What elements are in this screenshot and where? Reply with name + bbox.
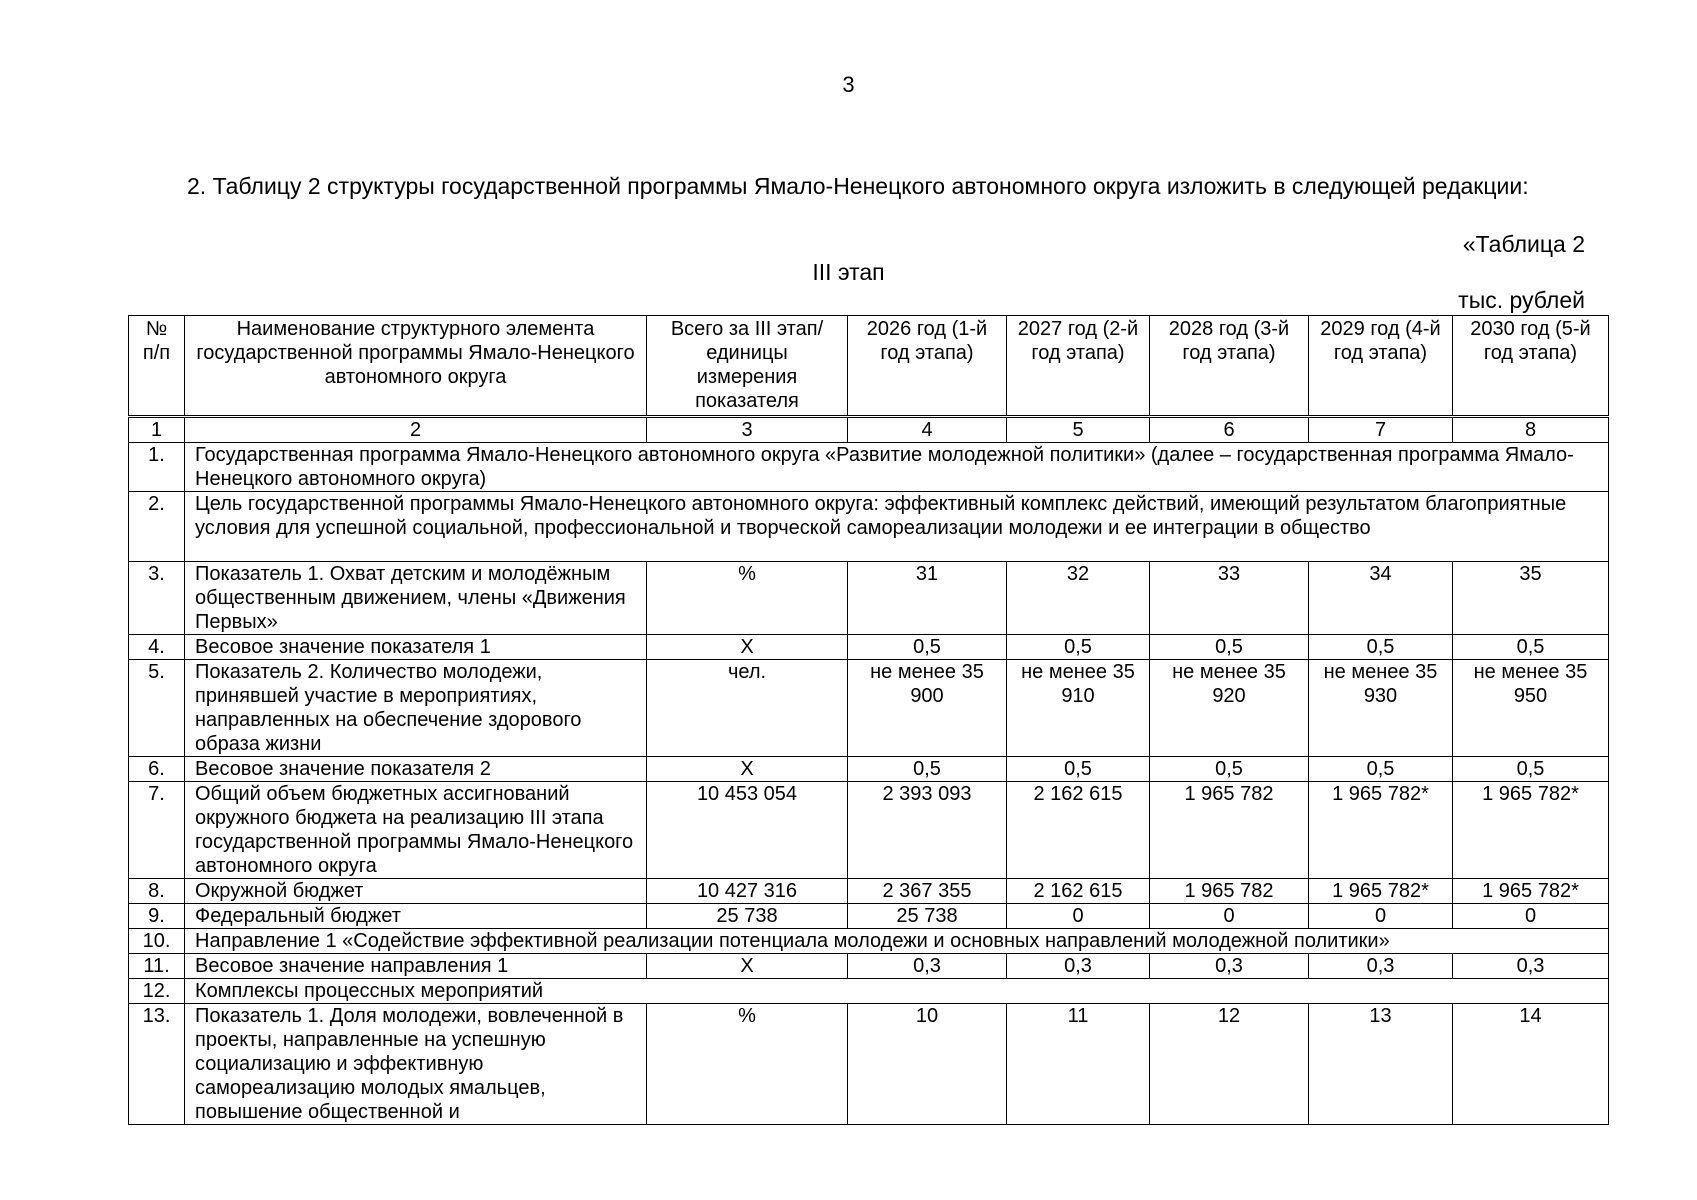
- header-cell: Всего за III этап/ единицы измерения показателя: [647, 316, 848, 417]
- row-total: Х: [647, 635, 848, 660]
- row-value-2028: 0,5: [1150, 635, 1309, 660]
- row-value-2026: 0,3: [848, 954, 1007, 979]
- row-total: Х: [647, 757, 848, 782]
- table-row: [129, 635, 1609, 660]
- row-name: Показатель 2. Количество молодежи, принявшей участие в мероприятиях, направленных на обеспечение здорового образа жизни: [185, 660, 647, 757]
- row-number: 9.: [129, 904, 185, 929]
- table-row: [129, 1004, 1609, 1125]
- row-value-2030: 0,5: [1453, 635, 1609, 660]
- header-cell: 2027 год (2-й год этапа): [1007, 316, 1150, 417]
- table-row: [129, 443, 1609, 492]
- row-name: Окружной бюджет: [185, 879, 647, 904]
- row-name: Весовое значение показателя 2: [185, 757, 647, 782]
- table-row: [129, 904, 1609, 929]
- table-row: [129, 562, 1609, 635]
- row-value-2027: 0: [1007, 904, 1150, 929]
- row-total: 10 453 054: [647, 782, 848, 879]
- row-value-2029: 0,5: [1309, 757, 1453, 782]
- row-value-2030: 0,3: [1453, 954, 1609, 979]
- row-value-2029: 1 965 782*: [1309, 782, 1453, 879]
- row-value-2027: 32: [1007, 562, 1150, 635]
- row-value-2029: не менее 35 930: [1309, 660, 1453, 757]
- row-number: 1.: [129, 443, 185, 492]
- row-value-2030: не менее 35 950: [1453, 660, 1609, 757]
- row-value-2026: 31: [848, 562, 1007, 635]
- column-number: 6: [1150, 417, 1309, 443]
- row-name: Федеральный бюджет: [185, 904, 647, 929]
- column-number: 4: [848, 417, 1007, 443]
- row-value-2027: 2 162 615: [1007, 782, 1150, 879]
- row-value-2028: 12: [1150, 1004, 1309, 1125]
- row-number: 3.: [129, 562, 185, 635]
- table-row: [129, 879, 1609, 904]
- row-total: 10 427 316: [647, 879, 848, 904]
- row-value-2028: 0,3: [1150, 954, 1309, 979]
- row-name: Общий объем бюджетных ассигнований окружного бюджета на реализацию III этапа государственной программы Ямало-Ненецкого автономного округа: [185, 782, 647, 879]
- row-value-2028: не менее 35 920: [1150, 660, 1309, 757]
- row-value-2028: 1 965 782: [1150, 879, 1309, 904]
- table-row: [129, 782, 1609, 879]
- column-number: 2: [185, 417, 647, 443]
- row-name: Показатель 1. Доля молодежи, вовлеченной в проекты, направленные на успешную социализацию и эффективную самореализацию молодых ямальцев, повышение общественной и: [185, 1004, 647, 1125]
- row-value-2027: 11: [1007, 1004, 1150, 1125]
- header-cell: № п/п: [129, 316, 185, 417]
- row-value-2029: 0,5: [1309, 635, 1453, 660]
- column-number: 5: [1007, 417, 1150, 443]
- column-number: 3: [647, 417, 848, 443]
- row-value-2029: 0,3: [1309, 954, 1453, 979]
- row-value-2028: 1 965 782: [1150, 782, 1309, 879]
- header-cell: 2028 год (3-й год этапа): [1150, 316, 1309, 417]
- structure-table: [128, 315, 1609, 1125]
- row-number: 4.: [129, 635, 185, 660]
- header-cell: Наименование структурного элемента государственной программы Ямало-Ненецкого автономного округа: [185, 316, 647, 417]
- row-value-2026: 2 367 355: [848, 879, 1007, 904]
- row-total: 25 738: [647, 904, 848, 929]
- row-name: Комплексы процессных мероприятий: [185, 979, 1609, 1004]
- table-row: [129, 979, 1609, 1004]
- row-value-2030: 1 965 782*: [1453, 782, 1609, 879]
- column-number: 1: [129, 417, 185, 443]
- row-total: %: [647, 562, 848, 635]
- intro-paragraph: 2. Таблицу 2 структуры государственной программы Ямало-Ненецкого автономного округа изложить в следующей редакции:: [187, 173, 1529, 199]
- row-value-2026: 25 738: [848, 904, 1007, 929]
- row-value-2030: 0,5: [1453, 757, 1609, 782]
- row-number: 12.: [129, 979, 185, 1004]
- column-number: 7: [1309, 417, 1453, 443]
- row-total: Х: [647, 954, 848, 979]
- row-value-2026: 0,5: [848, 757, 1007, 782]
- units-label: тыс. рублей: [1458, 287, 1585, 313]
- row-number: 10.: [129, 929, 185, 954]
- row-value-2030: 1 965 782*: [1453, 879, 1609, 904]
- row-value-2029: 1 965 782*: [1309, 879, 1453, 904]
- row-number: 11.: [129, 954, 185, 979]
- table-row: [129, 929, 1609, 954]
- row-value-2030: 0: [1453, 904, 1609, 929]
- row-value-2029: 34: [1309, 562, 1453, 635]
- row-name: Показатель 1. Охват детским и молодёжным общественным движением, члены «Движения Первых»: [185, 562, 647, 635]
- table-row: [129, 954, 1609, 979]
- table-caption: «Таблица 2: [1462, 231, 1585, 257]
- row-value-2029: 0: [1309, 904, 1453, 929]
- row-name: Цель государственной программы Ямало-Ненецкого автономного округа: эффективный комплекс действий, имеющий результатом благоприятные условия для успешной социальной, профессиональной и творческой самореализации молодежи и ее интеграции в общество: [185, 492, 1609, 562]
- header-cell: 2030 год (5-й год этапа): [1453, 316, 1609, 417]
- row-value-2027: не менее 35 910: [1007, 660, 1150, 757]
- row-number: 5.: [129, 660, 185, 757]
- row-value-2028: 0,5: [1150, 757, 1309, 782]
- row-total: чел.: [647, 660, 848, 757]
- row-value-2027: 2 162 615: [1007, 879, 1150, 904]
- row-number: 6.: [129, 757, 185, 782]
- row-number: 7.: [129, 782, 185, 879]
- table-row: [129, 757, 1609, 782]
- row-total: %: [647, 1004, 848, 1125]
- row-value-2026: 2 393 093: [848, 782, 1007, 879]
- row-value-2030: 14: [1453, 1004, 1609, 1125]
- page-number: 3: [842, 72, 855, 97]
- row-value-2027: 0,5: [1007, 635, 1150, 660]
- table-row: [129, 660, 1609, 757]
- stage-title: III этап: [812, 259, 885, 285]
- row-number: 2.: [129, 492, 185, 562]
- row-value-2028: 33: [1150, 562, 1309, 635]
- row-name: Направление 1 «Содействие эффективной реализации потенциала молодежи и основных направлений молодежной политики»: [185, 929, 1609, 954]
- table-header-row: [129, 316, 1609, 417]
- row-value-2028: 0: [1150, 904, 1309, 929]
- row-name: Государственная программа Ямало-Ненецкого автономного округа «Развитие молодежной политики» (далее – государственная программа Ямало-Ненецкого автономного округа): [185, 443, 1609, 492]
- row-number: 13.: [129, 1004, 185, 1125]
- row-name: Весовое значение направления 1: [185, 954, 647, 979]
- row-value-2026: 10: [848, 1004, 1007, 1125]
- row-value-2026: не менее 35 900: [848, 660, 1007, 757]
- row-value-2030: 35: [1453, 562, 1609, 635]
- row-value-2027: 0,3: [1007, 954, 1150, 979]
- row-value-2027: 0,5: [1007, 757, 1150, 782]
- table-row: [129, 492, 1609, 562]
- column-number: 8: [1453, 417, 1609, 443]
- column-number-row: [129, 417, 1609, 443]
- row-value-2029: 13: [1309, 1004, 1453, 1125]
- row-value-2026: 0,5: [848, 635, 1007, 660]
- header-cell: 2029 год (4-й год этапа): [1309, 316, 1453, 417]
- row-number: 8.: [129, 879, 185, 904]
- row-name: Весовое значение показателя 1: [185, 635, 647, 660]
- header-cell: 2026 год (1-й год этапа): [848, 316, 1007, 417]
